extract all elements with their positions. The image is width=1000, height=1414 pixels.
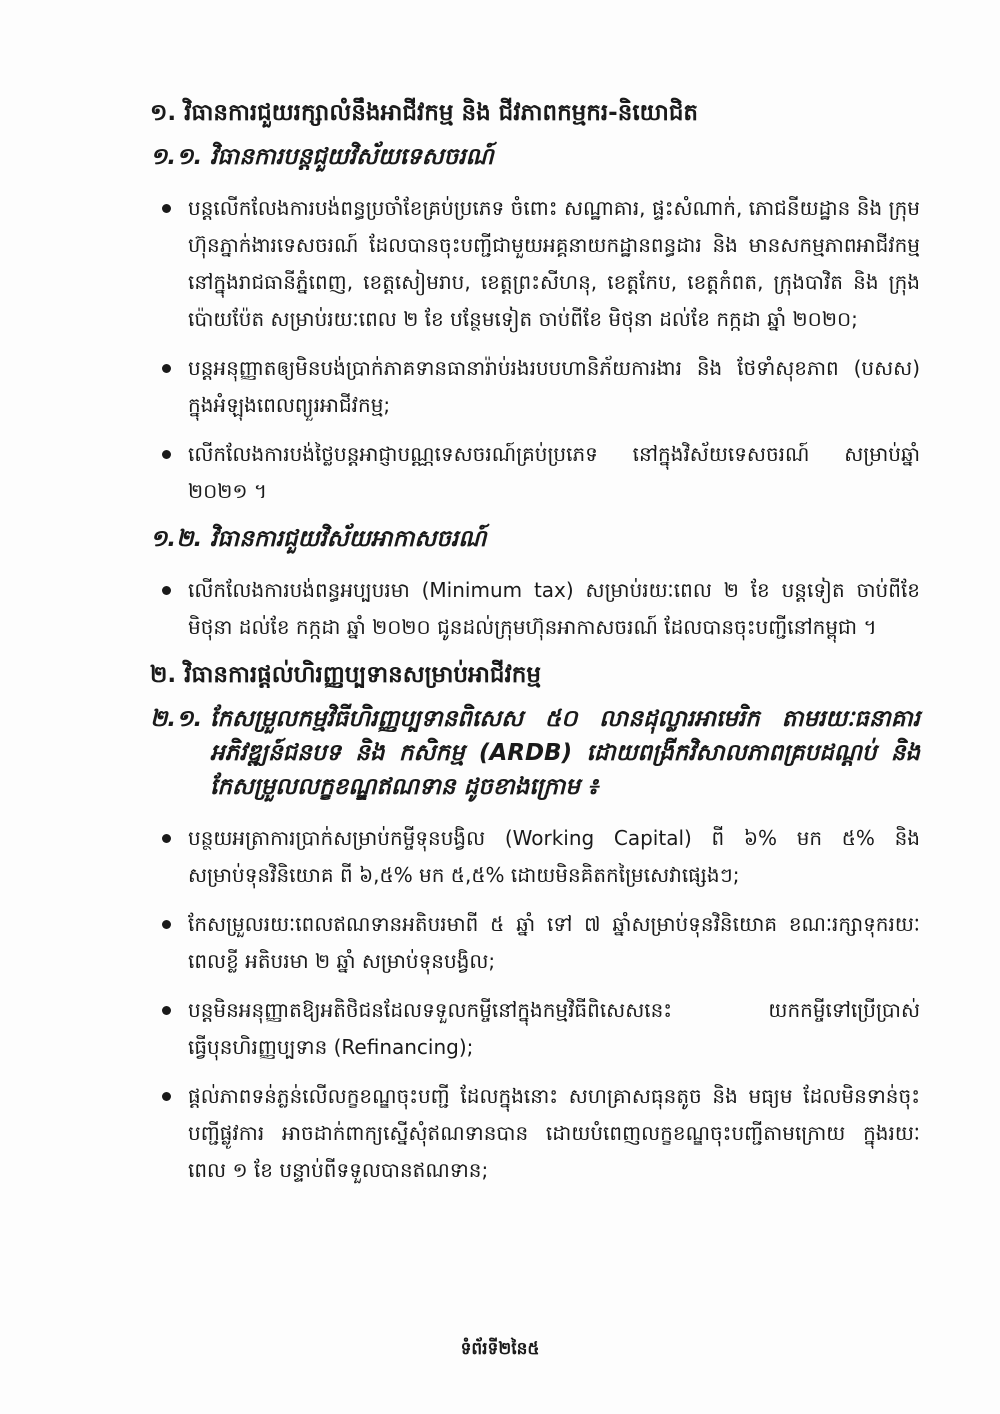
bullet-icon — [162, 204, 171, 213]
subsection-number: ១.១. — [150, 144, 203, 170]
section-2-heading: ២. វិធានការផ្តល់ហិរញ្ញប្បទានសម្រាប់អាជីវកម្ម — [150, 662, 541, 688]
bullet-icon — [162, 450, 171, 459]
list-item — [150, 992, 920, 1066]
list-item-text: លើកលែងការបង់ថ្លៃបន្តអាជ្ញាបណ្ណទេសចរណ៍គ្រប់ប្រភេទ នៅក្នុងវិស័យទេសចរណ៍ សម្រាប់ឆ្នាំ ២០២១ ។ — [188, 442, 920, 503]
bullet-icon — [162, 1006, 171, 1015]
list-item — [150, 820, 920, 894]
subsection-title: វិធានការបន្តជួយវិស័យទេសចរណ៍ — [210, 144, 494, 170]
document-body — [150, 96, 920, 1201]
list-item-text: ផ្តល់ភាពទន់ភ្លន់លើលក្ខខណ្ឌចុះបញ្ជី ដែលក្នុងនោះ សហគ្រាសធុនតូច និង មធ្យម ដែលមិនទាន់ចុះបញ្ជីផ្លូវការ អាចដាក់ពាក្យស្នើសុំឥណទានបាន ដោយបំពេញលក្ខខណ្ឌចុះបញ្ជីតាមក្រោយ ក្នុងរយៈពេល ១ ខែ បន្ទាប់ពីទទួលបានឥណទាន; — [188, 1084, 920, 1182]
page-number: ទំព័រទី២នៃ៥ — [460, 1339, 540, 1359]
subsection-number: ១.២. — [150, 526, 203, 552]
list-item — [150, 572, 920, 646]
list-item — [150, 906, 920, 980]
section-1-heading: ១. វិធានការជួយរក្សាលំនឹងអាជីវកម្ម និង ជីវភាពកម្មករ-និយោជិត — [150, 100, 699, 126]
subsection-title: វិធានការជួយវិស័យអាកាសចរណ៍ — [210, 526, 487, 552]
list-item — [150, 1078, 920, 1189]
list-item-text: កែសម្រួលរយៈពេលឥណទានអតិបរមាពី ៥ ឆ្នាំ ទៅ ៧ ឆ្នាំសម្រាប់ទុនវិនិយោគ ខណៈរក្សាទុករយៈពេលខ្លី អតិបរមា ២ ឆ្នាំ សម្រាប់ទុនបង្វិល; — [188, 912, 920, 973]
bullet-list-1-2 — [150, 572, 920, 646]
bullet-list-1-1 — [150, 190, 920, 510]
list-item-text: បន្តអនុញ្ញាតឲ្យមិនបង់ប្រាក់ភាគទានធានារ៉ាប់រងរបបហានិភ័យការងារ និង ថែទាំសុខភាព (បសស) ក្នុងអំឡុងពេលព្យួរអាជីវកម្ម; — [188, 356, 920, 417]
subsection-title: កែសម្រួលកម្មវិធីហិរញ្ញប្បទានពិសេស ៥០ លានដុល្លារអាមេរិក តាមរយៈធនាគារអភិវឌ្ឍន៍ជនបទ និង កសិកម្ម (ARDB) ដោយពង្រីកវិសាលភាពគ្របដណ្តប់ និង កែសម្រួលលក្ខខណ្ឌឥណទាន ដូចខាងក្រោម ៖ — [210, 706, 920, 800]
list-item-text: បន្តលើកលែងការបង់ពន្ធប្រចាំខែគ្រប់ប្រភេទ ចំពោះ សណ្ឋាគារ, ផ្ទះសំណាក់, ភោជនីយដ្ឋាន និង ក្រុមហ៊ុនភ្នាក់ងារទេសចរណ៍ ដែលបានចុះបញ្ជីជាមួយអគ្គនាយកដ្ឋានពន្ធដារ និង មានសកម្មភាពអាជីវកម្ម នៅក្នុងរាជធានីភ្នំពេញ, ខេត្តសៀមរាប, ខេត្តព្រះសីហនុ, ខេត្តកែប, ខេត្តកំពត, ក្រុងបាវិត និង ក្រុងប៉ោយប៉ែត សម្រាប់រយៈពេល ២ ខែ បន្ថែមទៀត ចាប់ពីខែ មិថុនា ដល់ខែ កក្កដា ឆ្នាំ ២០២០; — [188, 196, 920, 331]
subsection-1-2-heading — [150, 522, 920, 556]
bullet-icon — [162, 586, 171, 595]
list-item — [150, 350, 920, 424]
subsection-1-1-heading — [150, 140, 920, 174]
subsection-number: ២.១. — [150, 706, 203, 732]
list-item-text: បន្តមិនអនុញ្ញាតឱ្យអតិថិជនដែលទទួលកម្ចីនៅក្នុងកម្មវិធីពិសេសនេះ យកកម្ចីទៅប្រើប្រាស់ធ្វើបុនហិរញ្ញប្បទាន (Refinancing); — [188, 998, 920, 1059]
list-item — [150, 190, 920, 338]
subsection-2-1-heading — [150, 702, 920, 804]
list-item-text: លើកលែងការបង់ពន្ធអប្បបរមា (Minimum tax) សម្រាប់រយៈពេល ២ ខែ បន្តទៀត ចាប់ពីខែ មិថុនា ដល់ខែ កក្កដា ឆ្នាំ ២០២០ ជូនដល់ក្រុមហ៊ុនអាកាសចរណ៍ ដែលបានចុះបញ្ជីនៅកម្ពុជា ។ — [188, 578, 920, 639]
list-item — [150, 436, 920, 510]
bullet-icon — [162, 1092, 171, 1101]
bullet-icon — [162, 834, 171, 843]
list-item-text: បន្ថយអត្រាការប្រាក់សម្រាប់កម្ចីទុនបង្វិល (Working Capital) ពី ៦% មក ៥% និង សម្រាប់ទុនវិនិយោគ ពី ៦,៥% មក ៥,៥% ដោយមិនគិតកម្រៃសេវាផ្សេងៗ; — [188, 826, 920, 887]
bullet-icon — [162, 364, 171, 373]
bullet-icon — [162, 920, 171, 929]
bullet-list-2-1 — [150, 820, 920, 1189]
